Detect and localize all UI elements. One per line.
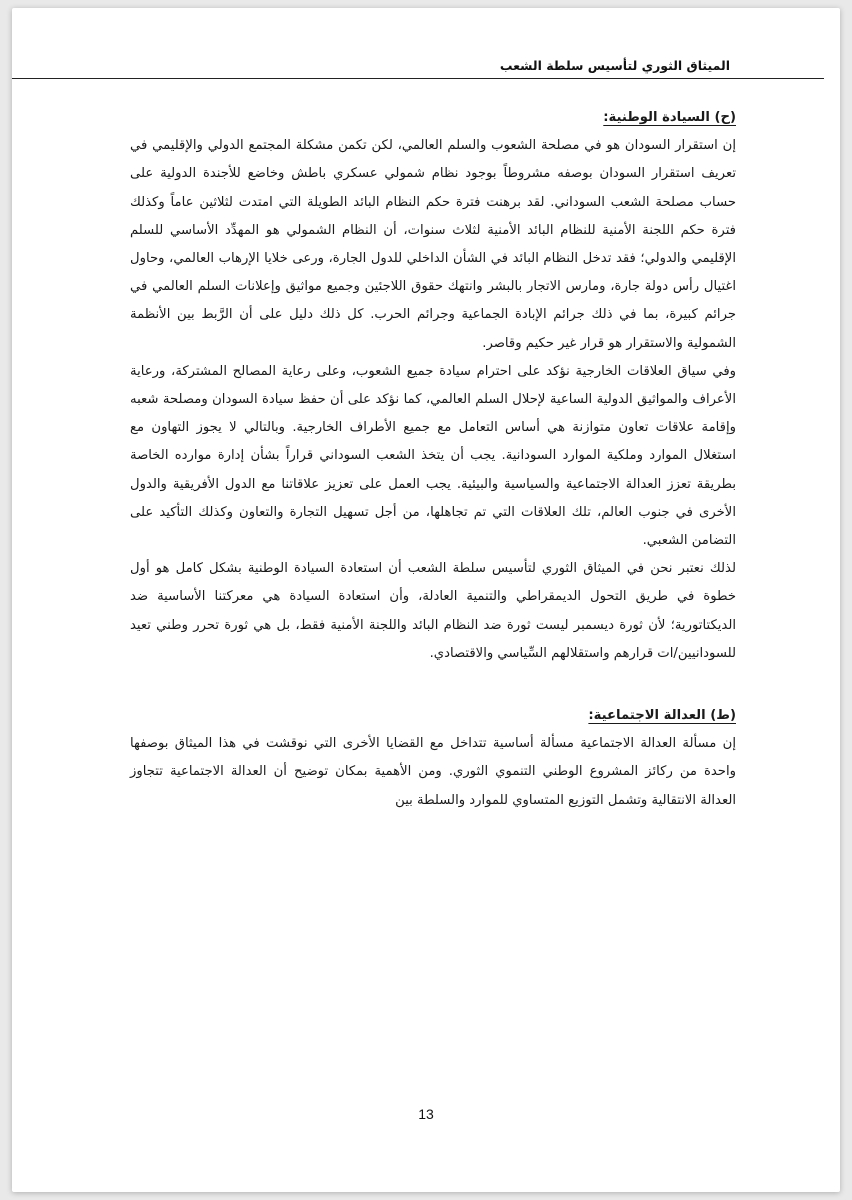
running-header-title: الميثاق الثوري لتأسيس سلطة الشعب (499, 58, 730, 73)
paragraph: إن استقرار السودان هو في مصلحة الشعوب والسلم العالمي، لكن تكمن مشكلة المجتمع الدولي والإقليمي في تعريف استقرار السودان بوصفه مشروطاً بوجود نظام شمولي عسكري باطش وخاضع للأجندة الدولية على حساب مصلحة الشعب السوداني. لقد برهنت فترة حكم النظام البائد الطويلة التي امتدت لثلاثين عاماً وكذلك فترة حكم اللجنة الأمنية للنظام البائد الأمنية لثلاث سنوات، أن النظام الشمولي هو المهدِّد الأساسي للسلم الإقليمي والدولي؛ فقد تدخل النظام البائد في الشأن الداخلي للدول الجارة، ورعى خلايا الإرهاب العالمي، وحاول اغتيال رأس دولة جارة، ومارس الاتجار بالبشر وانتهك حقوق اللاجئين وجميع مواثيق وإعلانات السلم العالمي في جرائم كبيرة، بما في ذلك جرائم الإبادة الجماعية وجرائم الحرب. كل ذلك دليل على أن الرَّبط بين الأنظمة الشمولية والاستقرار هو قرار غير حكيم وقاصر. (130, 138, 736, 351)
document-page (12, 8, 840, 1192)
page-content (130, 104, 736, 815)
section-heading-social-justice: (ط) العدالة الاجتماعية: (588, 708, 736, 724)
header-divider (12, 78, 824, 79)
paragraph: لذلك نعتبر نحن في الميثاق الثوري لتأسيس سلطة الشعب أن استعادة السيادة الوطنية بشكل كامل هو أول خطوة في طريق التحول الديمقراطي والتنمية العادلة، وأن استعادة السيادة هي معركتنا الأساسية ضد الديكتاتورية؛ لأن ثورة ديسمبر ليست ثورة ضد النظام البائد واللجنة الأمنية فقط، بل هي ثورة تحرر وطني تعيد للسودانيين/ات قرارهم واستقلالهم السِّياسي والاقتصادي. (130, 561, 736, 661)
paragraph: إن مسألة العدالة الاجتماعية مسألة أساسية تتداخل مع القضايا الأخرى التي نوقشت في هذا الميثاق بوصفها واحدة من ركائز المشروع الوطني التنموي الثوري. ومن الأهمية بمكان توضيح أن العدالة الاجتماعية تتجاوز العدالة الانتقالية وتشمل التوزيع المتساوي للموارد والسلطة بين (130, 736, 736, 808)
page-number: 13 (418, 1106, 434, 1122)
section-heading-national-sovereignty: (ح) السيادة الوطنية: (603, 110, 736, 125)
paragraph: وفي سياق العلاقات الخارجية نؤكد على احترام سيادة جميع الشعوب، وعلى رعاية المصالح المشتركة، ورعاية الأعراف والمواثيق الدولية الساعية لإحلال السلم العالمي، كما نؤكد على أن حفظ سيادة السودان ومصلحة شعبه وإقامة علاقات تعاون متوازنة هي أساس التعامل مع جميع الأطراف الخارجية. وبالتالي لا يجوز التهاون مع استغلال الموارد وملكية الموارد السودانية. يجب أن يتخذ الشعب السوداني قراراً بشأن إدارة موارده الخاصة بطريقة تعزز العدالة الاجتماعية والسياسية والبيئية. يجب العمل على تعزيز علاقاتنا مع الدول الأفريقية والدول الأخرى في جنوب العالم، تلك العلاقات التي تم تجاهلها، من أجل تسهيل التجارة والتعاون وكذلك التأكيد على التضامن الشعبي. (130, 363, 736, 549)
section-spacer (130, 668, 736, 702)
